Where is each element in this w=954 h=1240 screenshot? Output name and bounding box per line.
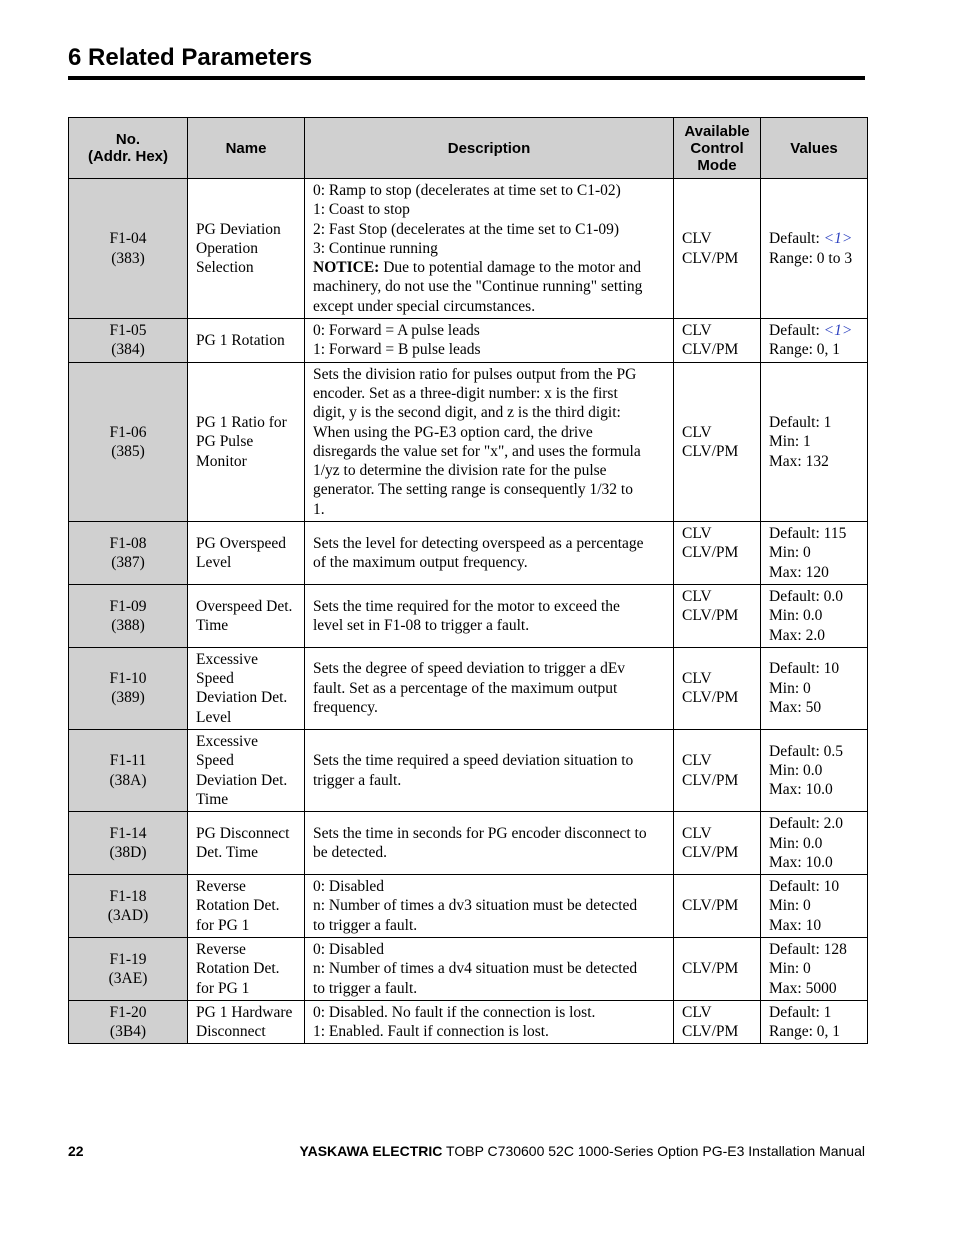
param-name-line: Overspeed Det. xyxy=(196,597,293,615)
param-name-cell xyxy=(188,319,305,363)
param-number-cell xyxy=(69,937,188,1000)
description-line: When using the PG-E3 option card, the drive xyxy=(313,423,593,441)
control-mode-cell xyxy=(674,584,761,647)
param-number-cell xyxy=(69,730,188,812)
description-line: 1/yz to determine the division rate for the pulse xyxy=(313,462,607,480)
control-mode-cell xyxy=(674,812,761,875)
param-name-line: Rotation Det. xyxy=(196,897,280,915)
param-number: F1-08 xyxy=(109,534,147,552)
control-mode: CLV xyxy=(682,525,712,543)
control-mode-cell xyxy=(674,179,761,319)
default-reference-link: <1> xyxy=(823,322,853,340)
default-reference-link: <1> xyxy=(823,230,853,248)
param-name-cell xyxy=(188,812,305,875)
parameter-table xyxy=(68,117,868,1044)
control-mode xyxy=(682,563,755,582)
param-name-line: PG Disconnect xyxy=(196,824,290,842)
param-name-line: Speed xyxy=(196,670,234,688)
value-line: Max: 132 xyxy=(769,452,829,470)
value-line: Default: 0.0 xyxy=(769,587,844,605)
description-line: 2: Fast Stop (decelerates at the time set to C1-09) xyxy=(313,220,620,238)
control-mode: CLV xyxy=(682,423,712,441)
values-cell xyxy=(761,730,868,812)
description-line: 0: Disabled. No fault if the connection is lost. xyxy=(313,1003,596,1021)
control-mode: CLV/PM xyxy=(682,771,739,789)
page-title: 6 Related Parameters xyxy=(68,44,313,71)
values-cell xyxy=(761,362,868,521)
description-line: 3: Continue running xyxy=(313,239,438,257)
param-name-cell xyxy=(188,362,305,521)
description-line: Sets the division ratio for pulses output from the PG xyxy=(313,365,637,383)
table-row xyxy=(69,937,868,1000)
param-name-line: Time xyxy=(196,616,229,634)
param-number-cell xyxy=(69,522,188,585)
description-line: level set in F1-08 to trigger a fault. xyxy=(313,616,530,634)
default-value xyxy=(769,321,862,340)
manual-reference xyxy=(300,1143,865,1159)
param-name-cell xyxy=(188,1000,305,1044)
values-cell xyxy=(761,812,868,875)
param-number: F1-19 xyxy=(109,950,147,968)
value-line: Min: 1 xyxy=(769,433,811,451)
value-line: Max: 10 xyxy=(769,916,822,934)
param-description-cell xyxy=(305,1000,674,1044)
param-name-line: Time xyxy=(196,790,229,808)
param-number-cell xyxy=(69,362,188,521)
param-name-line: Speed xyxy=(196,752,234,770)
param-number: F1-18 xyxy=(109,887,147,905)
value-line: Min: 0.0 xyxy=(769,834,823,852)
values-cell xyxy=(761,179,868,319)
description-line: 0: Forward = A pulse leads xyxy=(313,322,480,340)
title-rule xyxy=(68,76,865,80)
value-line: Min: 0.0 xyxy=(769,761,823,779)
param-address: (387) xyxy=(111,553,145,571)
header-description: Description xyxy=(305,118,674,179)
param-number-cell xyxy=(69,584,188,647)
param-name-line: PG 1 Ratio for xyxy=(196,413,287,431)
param-name-line: Deviation Det. xyxy=(196,771,288,789)
table-row xyxy=(69,179,868,319)
param-description-cell xyxy=(305,647,674,729)
table-row xyxy=(69,730,868,812)
values-cell xyxy=(761,647,868,729)
description-line: to trigger a fault. xyxy=(313,979,418,997)
control-mode: CLV/PM xyxy=(682,249,739,267)
control-mode: CLV xyxy=(682,670,712,688)
description-line: generator. The setting range is consequently 1/32 to xyxy=(313,481,633,499)
brand-name: YASKAWA ELECTRIC xyxy=(299,1143,443,1159)
value-line: Default: 10 xyxy=(769,878,840,896)
control-mode: CLV/PM xyxy=(682,544,739,562)
param-name-cell xyxy=(188,730,305,812)
value-line: Default: 10 xyxy=(769,660,840,678)
default-value xyxy=(769,229,862,248)
control-mode: CLV xyxy=(682,824,712,842)
control-mode: CLV/PM xyxy=(682,607,739,625)
param-description-cell xyxy=(305,319,674,363)
param-address: (389) xyxy=(111,689,145,707)
param-name-cell xyxy=(188,937,305,1000)
description-line: n: Number of times a dv4 situation must be detected xyxy=(313,960,638,978)
param-number: F1-11 xyxy=(109,752,147,770)
param-number-cell xyxy=(69,179,188,319)
description-line: disregards the value set for "x", and uses the formula xyxy=(313,442,641,460)
table-row xyxy=(69,647,868,729)
param-name-cell xyxy=(188,179,305,319)
description-line: 1: Forward = B pulse leads xyxy=(313,341,481,359)
description-line: digit, y is the second digit, and z is the third digit: xyxy=(313,404,621,422)
param-description-cell xyxy=(305,812,674,875)
table-row xyxy=(69,1000,868,1044)
values-cell xyxy=(761,937,868,1000)
description-line: Sets the degree of speed deviation to trigger a dEv xyxy=(313,660,626,678)
param-number: F1-10 xyxy=(109,670,147,688)
param-name-line: PG Overspeed xyxy=(196,534,286,552)
notice-text: Due to potential damage to the motor and machinery, do not use the "Continue running" setting except under special circumstances. xyxy=(313,259,643,315)
manual-title: TOBP C730600 52C 1000-Series Option PG-E3 Installation Manual xyxy=(442,1143,865,1159)
table-row xyxy=(69,584,868,647)
values-cell xyxy=(761,584,868,647)
param-number: F1-06 xyxy=(109,423,147,441)
description-line: 1: Enabled. Fault if connection is lost. xyxy=(313,1023,549,1041)
control-mode: CLV xyxy=(682,752,712,770)
control-mode-cell xyxy=(674,319,761,363)
value-line: Max: 10.0 xyxy=(769,781,833,799)
param-address: (3AD) xyxy=(107,907,149,925)
value-line: Max: 2.0 xyxy=(769,626,825,644)
value-line: Default: 2.0 xyxy=(769,815,844,833)
param-name-line: Det. Time xyxy=(196,844,259,862)
table-row xyxy=(69,522,868,585)
description-line: Sets the level for detecting overspeed as a percentage xyxy=(313,534,644,552)
description-line: of the maximum output frequency. xyxy=(313,553,528,571)
description-line: Sets the time required a speed deviation situation to xyxy=(313,752,634,770)
control-mode-cell xyxy=(674,362,761,521)
param-number: F1-04 xyxy=(109,230,147,248)
value-line: Default: 1 xyxy=(769,413,832,431)
param-name-cell xyxy=(188,522,305,585)
param-name-line: Excessive xyxy=(196,650,258,668)
value-line: Min: 0 xyxy=(769,544,811,562)
value-line: Min: 0 xyxy=(769,679,811,697)
header-values: Values xyxy=(761,118,868,179)
description-line: to trigger a fault. xyxy=(313,916,418,934)
param-description-cell xyxy=(305,875,674,938)
control-mode: CLV/PM xyxy=(682,844,739,862)
param-description-cell xyxy=(305,730,674,812)
value-line: Min: 0 xyxy=(769,897,811,915)
values-cell xyxy=(761,875,868,938)
param-address: (388) xyxy=(111,616,145,634)
control-mode: CLV xyxy=(682,322,712,340)
description-line: 0: Ramp to stop (decelerates at time set to C1-02) xyxy=(313,182,621,199)
description-line: 0: Disabled xyxy=(313,940,385,958)
description-line: fault. Set as a percentage of the maximum output xyxy=(313,679,618,697)
control-mode-cell xyxy=(674,647,761,729)
param-name-line: for PG 1 xyxy=(196,979,250,997)
control-mode: CLV/PM xyxy=(682,689,739,707)
control-mode: CLV/PM xyxy=(682,897,739,915)
value-line: Default: 115 xyxy=(769,525,847,543)
description-line: frequency. xyxy=(313,699,378,717)
param-number-cell xyxy=(69,1000,188,1044)
header-name: Name xyxy=(188,118,305,179)
description-line: Sets the time required for the motor to exceed the xyxy=(313,597,620,615)
description-line: be detected. xyxy=(313,844,388,862)
value-line: Range: 0 to 3 xyxy=(769,249,853,267)
value-line: Min: 0.0 xyxy=(769,607,823,625)
param-name-cell xyxy=(188,584,305,647)
table-body xyxy=(69,179,868,1044)
control-mode: CLV xyxy=(682,587,712,605)
table-row xyxy=(69,319,868,363)
param-description-cell xyxy=(305,362,674,521)
control-mode: CLV/PM xyxy=(682,341,739,359)
param-name-line: Level xyxy=(196,708,232,726)
values-cell xyxy=(761,1000,868,1044)
description-line: n: Number of times a dv3 situation must be detected xyxy=(313,897,638,915)
control-mode: CLV/PM xyxy=(682,960,739,978)
param-number-cell xyxy=(69,647,188,729)
description-line: 0: Disabled xyxy=(313,878,385,896)
value-line: Max: 50 xyxy=(769,699,822,717)
value-line: Default: 1 xyxy=(769,1003,832,1021)
description-line: Sets the time in seconds for PG encoder disconnect to xyxy=(313,824,647,842)
param-name-line: Disconnect xyxy=(196,1023,266,1041)
description-line: encoder. Set as a three-digit number: x is the first xyxy=(313,384,618,402)
control-mode-cell xyxy=(674,937,761,1000)
param-description-cell xyxy=(305,584,674,647)
control-mode: CLV xyxy=(682,1003,712,1021)
param-number-cell xyxy=(69,875,188,938)
param-name-line: for PG 1 xyxy=(196,916,250,934)
param-address: (38A) xyxy=(109,771,147,789)
value-line: Max: 5000 xyxy=(769,979,837,997)
value-line: Max: 120 xyxy=(769,563,829,581)
description-line: trigger a fault. xyxy=(313,771,402,789)
param-name-line: Reverse xyxy=(196,878,246,896)
param-name-line: PG 1 Hardware xyxy=(196,1003,293,1021)
default-label: Default: xyxy=(769,322,824,340)
control-mode-cell xyxy=(674,1000,761,1044)
value-line: Default: 128 xyxy=(769,940,847,958)
page-number: 22 xyxy=(68,1143,84,1159)
notice xyxy=(313,258,668,316)
param-address: (38D) xyxy=(109,844,147,862)
default-label: Default: xyxy=(769,230,824,248)
table-header-row xyxy=(69,118,868,179)
param-number: F1-20 xyxy=(109,1003,147,1021)
param-description-cell xyxy=(305,937,674,1000)
param-number-cell xyxy=(69,812,188,875)
value-line: Default: 0.5 xyxy=(769,742,844,760)
table-row xyxy=(69,362,868,521)
param-number: F1-09 xyxy=(109,597,147,615)
param-address: (3B4) xyxy=(109,1023,147,1041)
table-row xyxy=(69,812,868,875)
param-description-cell xyxy=(305,522,674,585)
param-number-cell xyxy=(69,319,188,363)
param-name-line: Rotation Det. xyxy=(196,960,280,978)
param-name-cell xyxy=(188,647,305,729)
description-line: 1. xyxy=(313,500,325,518)
control-mode-cell xyxy=(674,730,761,812)
header-no: No. (Addr. Hex) xyxy=(69,118,188,179)
header-control-mode: Available Control Mode xyxy=(674,118,761,179)
value-line: Max: 10.0 xyxy=(769,853,833,871)
value-line: Range: 0, 1 xyxy=(769,1023,841,1041)
param-name-line: PG Pulse xyxy=(196,433,254,451)
control-mode: CLV/PM xyxy=(682,442,739,460)
param-name-cell xyxy=(188,875,305,938)
param-name-line: Excessive xyxy=(196,733,258,751)
description-line: 1: Coast to stop xyxy=(313,201,410,219)
param-address: (383) xyxy=(111,249,145,267)
param-name-line: Level xyxy=(196,553,232,571)
param-address: (3AE) xyxy=(108,969,148,987)
control-mode: CLV/PM xyxy=(682,1023,739,1041)
values-cell xyxy=(761,319,868,363)
value-line: Min: 0 xyxy=(769,960,811,978)
value-line: Range: 0, 1 xyxy=(769,341,841,359)
param-number: F1-14 xyxy=(109,824,147,842)
values-cell xyxy=(761,522,868,585)
table-row xyxy=(69,875,868,938)
control-mode-cell xyxy=(674,875,761,938)
param-description-cell xyxy=(305,179,674,319)
param-address: (384) xyxy=(111,341,145,359)
notice-label: NOTICE: xyxy=(313,259,380,277)
param-address: (385) xyxy=(111,442,145,460)
param-name-line: Reverse xyxy=(196,940,246,958)
param-name-line: PG Deviation xyxy=(196,220,281,238)
param-name-line: Selection xyxy=(196,259,254,277)
control-mode xyxy=(682,626,755,645)
param-name-line: Operation xyxy=(196,239,258,257)
param-name-line: Monitor xyxy=(196,452,247,470)
param-name-line: Deviation Det. xyxy=(196,689,288,707)
control-mode: CLV xyxy=(682,230,712,248)
param-name-line: PG 1 Rotation xyxy=(196,331,285,349)
control-mode-cell xyxy=(674,522,761,585)
param-number: F1-05 xyxy=(109,322,147,340)
